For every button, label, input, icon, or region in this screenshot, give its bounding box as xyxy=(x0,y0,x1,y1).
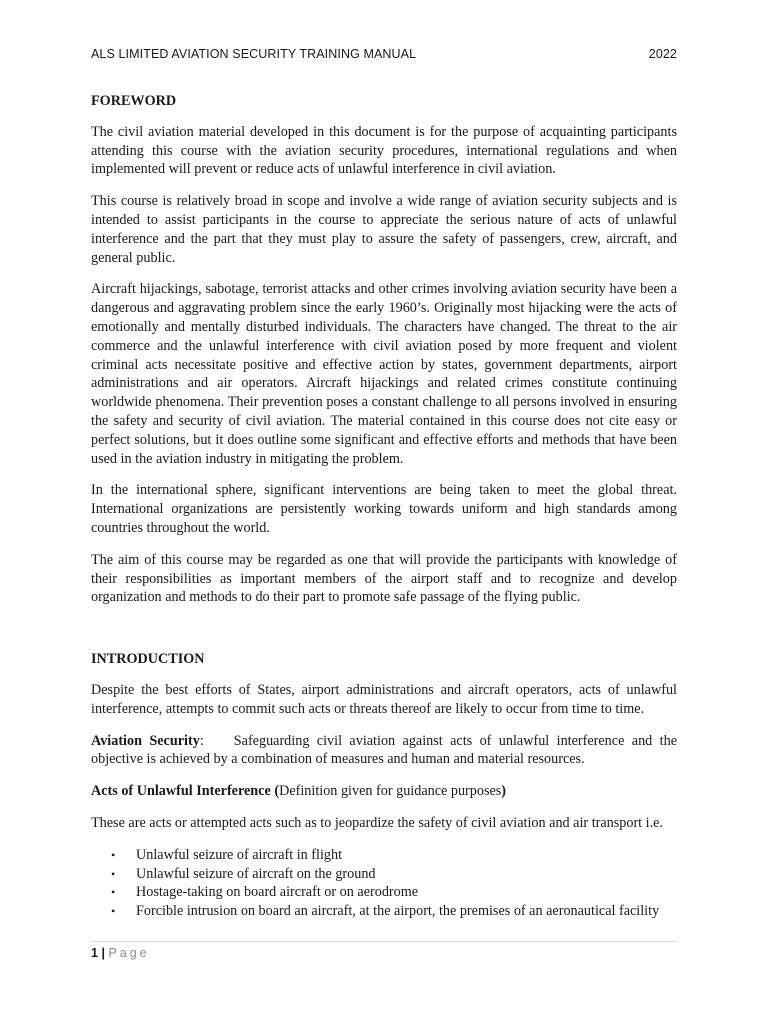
foreword-heading: FOREWORD xyxy=(91,93,177,109)
acts-list xyxy=(91,846,677,921)
acts-intro: These are acts or attempted acts such as to jeopardize the safety of civil aviation and air transport i.e. xyxy=(91,814,664,831)
introduction-paragraph: Despite the best efforts of States, airport administrations and aircraft operators, acts of unlawful interference, attempts to commit such acts or threats thereof are likely to occur from time to time. xyxy=(91,681,677,717)
introduction-heading: INTRODUCTION xyxy=(91,651,205,668)
acts-heading-bold: Acts of Unlawful Interference ( xyxy=(91,783,280,800)
aviation-security-term: Aviation Security xyxy=(91,732,200,749)
foreword-paragraph-5: The aim of this course may be regarded as one that will provide the participants with knowledge of their responsibilities as important members of the airport staff and to recognize and develop organization and methods to do their part to promote safe passage of the flying public. xyxy=(91,551,677,606)
bullet-icon: • xyxy=(111,866,116,881)
foreword-paragraph-2: This course is relatively broad in scope and involve a wide range of aviation security subjects and is intended to assist participants in the course to appreciate the serious nature of acts of unlawful interference and the part that they must play to assure the safety of passengers, crew, aircraft, and general public. xyxy=(91,193,677,266)
list-item: • Hostage-taking on board aircraft or on aerodrome xyxy=(111,884,419,901)
foreword-paragraph-1: The civil aviation material developed in this document is for the purpose of acquainting participants attending this course with the aviation security procedures, international regulations and when implemented will prevent or reduce acts of unlawful interference in civil aviation. xyxy=(91,123,677,178)
page-footer xyxy=(91,941,677,960)
list-item: • Unlawful seizure of aircraft in flight xyxy=(111,846,343,863)
aviation-security-definition xyxy=(91,732,677,770)
acts-heading-close: ) xyxy=(501,783,507,800)
document-title: ALS LIMITED AVIATION SECURITY TRAINING MANUAL xyxy=(91,47,417,61)
page-separator: | xyxy=(101,946,105,960)
section-spacer xyxy=(91,620,677,650)
foreword-paragraph-3: Aircraft hijackings, sabotage, terrorist attacks and other crimes involving aviation security have been a dangerous and aggravating problem since the early 1960’s. Originally most hijacking were the acts of emotionally and mentally disturbed individuals. The characters have changed. The threat to the air commerce and the unlawful interference with civil aviation posed by more frequent and violent criminal acts necessitate positive and effective action by states, government departments, airport administrations and air operators. Aircraft hijackings and related crimes constitute continuing worldwide phenomena. Their prevention poses a constant challenge to all persons involved in ensuring the safety and security of civil aviation. The material contained in this course does not cite easy or perfect solutions, but it does outline some significant and effective efforts and methods that have been used in the aviation industry in mitigating the problem. xyxy=(91,281,677,467)
bullet-icon: • xyxy=(111,904,116,919)
aviation-security-colon: : xyxy=(199,732,204,749)
acts-heading-note: Definition given for guidance purposes xyxy=(279,783,502,800)
page-number: 1 xyxy=(91,946,98,960)
list-item: • Unlawful seizure of aircraft on the ground xyxy=(111,865,376,882)
bullet-icon: • xyxy=(111,847,116,862)
page-label: Page xyxy=(108,946,150,960)
aviation-security-text: Safeguarding civil aviation against acts of unlawful interference and the objective is achieved by a combination of measures and human and material resources. xyxy=(91,732,677,768)
acts-heading xyxy=(91,782,677,801)
page-header xyxy=(91,47,677,61)
foreword-paragraph-4: In the international sphere, significant interventions are being taken to meet the global threat. International organizations are persistently working towards uniform and high standards among countries throughout the world. xyxy=(91,482,677,536)
bullet-icon: • xyxy=(111,885,116,900)
document-year: 2022 xyxy=(648,47,677,61)
list-item: • Forcible intrusion on board an aircraft, at the airport, the premises of an aeronautical facility xyxy=(111,903,660,920)
page-content xyxy=(91,92,677,921)
